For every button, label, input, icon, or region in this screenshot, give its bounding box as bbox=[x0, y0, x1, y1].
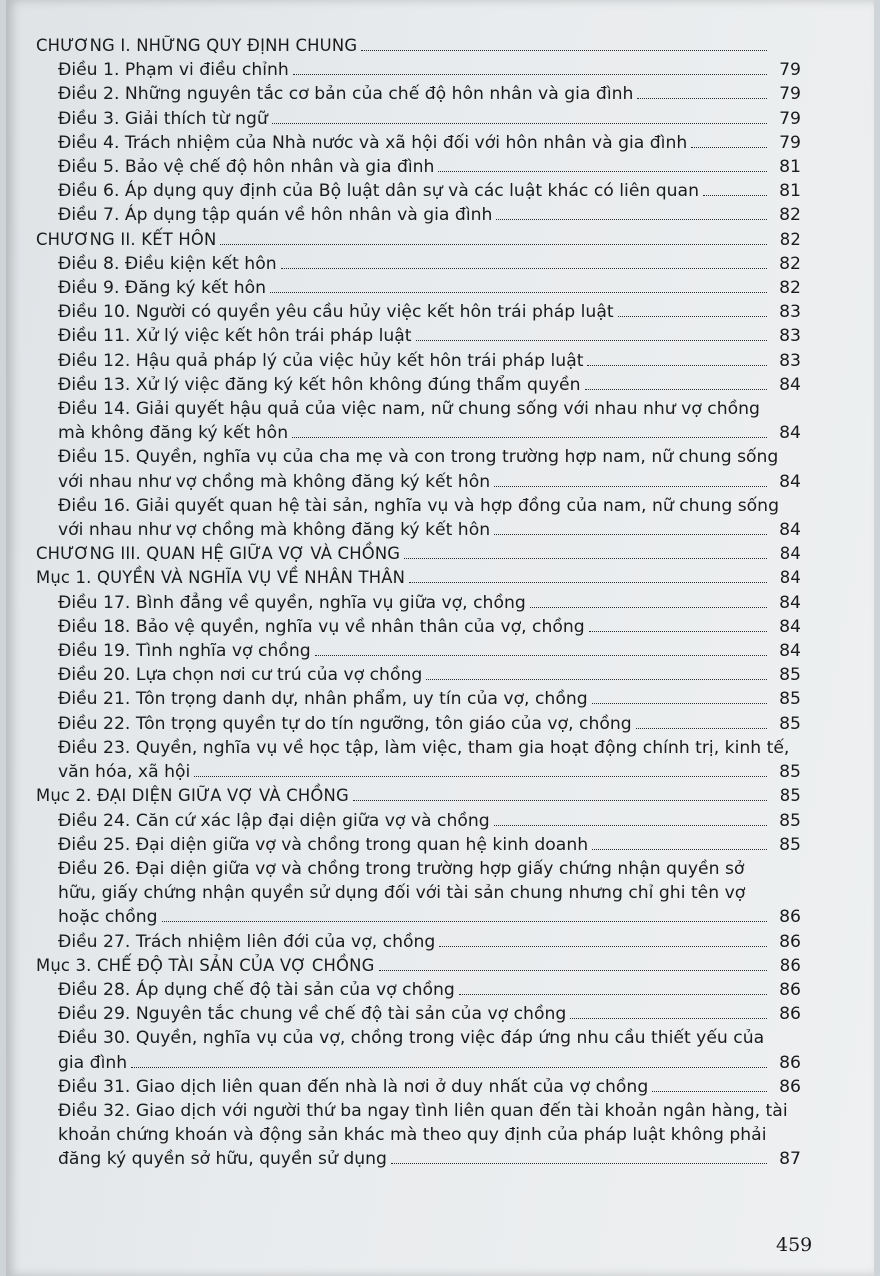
toc-page-number: 84 bbox=[779, 520, 801, 541]
toc-page-number: 86 bbox=[779, 1076, 801, 1097]
toc-section-entry bbox=[36, 566, 801, 590]
toc-entry-text: Mục 2. ĐẠI DIỆN GIỮA VỢ VÀ CHỒNG bbox=[36, 786, 349, 806]
toc-page-number: 83 bbox=[779, 350, 801, 371]
toc-page-number: 85 bbox=[779, 713, 801, 734]
toc-entry-text: Điều 7. Áp dụng tập quán về hôn nhân và gia đình bbox=[58, 205, 493, 226]
dot-leader bbox=[636, 728, 767, 729]
toc-article-entry bbox=[36, 445, 801, 493]
toc-chapter-entry bbox=[36, 34, 801, 58]
toc-page-number: 84 bbox=[779, 374, 801, 395]
table-of-contents bbox=[36, 34, 801, 1172]
dot-leader bbox=[494, 486, 767, 487]
toc-page-number: 81 bbox=[779, 157, 801, 178]
toc-entry-text: Điều 29. Nguyên tắc chung về chế độ tài sản của vợ chồng bbox=[58, 1004, 567, 1025]
toc-entry-text: Điều 2. Những nguyên tắc cơ bản của chế độ hôn nhân và gia đình bbox=[58, 84, 634, 105]
toc-entry-text: Điều 9. Đăng ký kết hôn bbox=[58, 278, 267, 299]
toc-article-entry bbox=[36, 300, 801, 324]
dot-leader bbox=[293, 74, 767, 75]
dot-leader bbox=[194, 776, 767, 777]
dot-leader bbox=[391, 1163, 767, 1164]
dot-leader bbox=[587, 365, 767, 366]
toc-article-entry bbox=[36, 82, 801, 106]
toc-entry-text: Điều 25. Đại diện giữa vợ và chồng trong quan hệ kinh doanh bbox=[58, 834, 589, 855]
toc-entry-text: Điều 13. Xử lý việc đăng ký kết hôn không đúng thẩm quyền bbox=[58, 374, 581, 395]
toc-entry-text: Điều 19. Tình nghĩa vợ chồng bbox=[58, 641, 311, 662]
toc-chapter-entry bbox=[36, 542, 801, 566]
toc-entry-text: CHƯƠNG II. KẾT HÔN bbox=[36, 229, 217, 249]
toc-page-number: 84 bbox=[779, 471, 801, 492]
toc-article-entry bbox=[36, 252, 801, 276]
toc-article-entry bbox=[36, 494, 801, 542]
toc-article-entry bbox=[36, 930, 801, 954]
dot-leader bbox=[416, 340, 767, 341]
dot-leader bbox=[592, 849, 767, 850]
toc-page-number: 79 bbox=[779, 108, 801, 129]
toc-entry-text: gia đình bbox=[58, 1052, 128, 1073]
dot-leader bbox=[438, 171, 767, 172]
toc-entry-text: đăng ký quyền sở hữu, quyền sử dụng bbox=[58, 1149, 387, 1170]
toc-page-number: 85 bbox=[779, 665, 801, 686]
toc-entry-text: Điều 22. Tôn trọng quyền tự do tín ngưỡng, tôn giáo của vợ, chồng bbox=[58, 713, 632, 734]
toc-entry-text: khoản chứng khoán và động sản khác mà theo quy định của pháp luật không phải bbox=[58, 1125, 767, 1146]
toc-page-number: 79 bbox=[779, 60, 801, 81]
toc-article-entry bbox=[36, 736, 801, 784]
toc-page-number: 82 bbox=[779, 278, 801, 299]
toc-page-number: 79 bbox=[779, 84, 801, 105]
toc-entry-text: Điều 23. Quyền, nghĩa vụ về học tập, làm việc, tham gia hoạt động chính trị, kinh tế, bbox=[58, 737, 790, 758]
toc-entry-text: Điều 17. Bình đẳng về quyền, nghĩa vụ giữa vợ, chồng bbox=[58, 592, 526, 613]
dot-leader bbox=[315, 655, 767, 656]
toc-entry-text: Mục 3. CHẾ ĐỘ TÀI SẢN CỦA VỢ CHỒNG bbox=[36, 955, 375, 975]
toc-article-entry bbox=[36, 1026, 801, 1074]
toc-entry-text: Điều 30. Quyền, nghĩa vụ của vợ, chồng trong việc đáp ứng nhu cầu thiết yếu của bbox=[58, 1028, 765, 1049]
dot-leader bbox=[361, 50, 767, 51]
toc-article-entry bbox=[36, 615, 801, 639]
toc-page-number: 86 bbox=[779, 1004, 801, 1025]
toc-entry-text: Điều 11. Xử lý việc kết hôn trái pháp luật bbox=[58, 326, 412, 347]
toc-page-number: 85 bbox=[779, 689, 801, 710]
dot-leader bbox=[379, 970, 767, 971]
toc-entry-text: Điều 31. Giao dịch liên quan đến nhà là nơi ở duy nhất của vợ chồng bbox=[58, 1076, 649, 1097]
toc-page-number: 84 bbox=[779, 616, 801, 637]
toc-entry-text: Điều 6. Áp dụng quy định của Bộ luật dân sự và các luật khác có liên quan bbox=[58, 181, 699, 202]
dot-leader bbox=[589, 631, 767, 632]
toc-page-number: 86 bbox=[779, 1052, 801, 1073]
toc-entry-text: Điều 28. Áp dụng chế độ tài sản của vợ chồng bbox=[58, 979, 455, 1000]
toc-article-entry bbox=[36, 663, 801, 687]
dot-leader bbox=[439, 946, 767, 947]
toc-page-number: 82 bbox=[779, 253, 801, 274]
toc-entry-text: Điều 14. Giải quyết hậu quả của việc nam, nữ chung sống với nhau như vợ chồng bbox=[58, 399, 760, 420]
toc-page-number: 82 bbox=[779, 205, 801, 226]
toc-page-number: 86 bbox=[779, 955, 801, 975]
dot-leader bbox=[703, 195, 767, 196]
toc-page-number: 83 bbox=[779, 326, 801, 347]
toc-page-number: 83 bbox=[779, 302, 801, 323]
toc-entry-text: Mục 1. QUYỀN VÀ NGHĨA VỤ VỀ NHÂN THÂN bbox=[36, 568, 406, 588]
dot-leader bbox=[637, 98, 767, 99]
toc-entry-text: Điều 16. Giải quyết quan hệ tài sản, nghĩa vụ và hợp đồng của nam, nữ chung sống bbox=[58, 495, 779, 516]
toc-page-number: 81 bbox=[779, 181, 801, 202]
dot-leader bbox=[426, 679, 767, 680]
dot-leader bbox=[220, 244, 767, 245]
dot-leader bbox=[270, 292, 767, 293]
toc-article-entry bbox=[36, 857, 801, 930]
toc-entry-text: Điều 27. Trách nhiệm liên đới của vợ, chồng bbox=[58, 931, 436, 952]
toc-entry-text: Điều 12. Hậu quả pháp lý của việc hủy kết hôn trái pháp luật bbox=[58, 350, 584, 371]
toc-article-entry bbox=[36, 58, 801, 82]
toc-entry-text: với nhau như vợ chồng mà không đăng ký kết hôn bbox=[58, 471, 491, 492]
toc-page-number: 85 bbox=[779, 834, 801, 855]
dot-leader bbox=[292, 437, 767, 438]
toc-page-number: 84 bbox=[779, 568, 801, 588]
toc-entry-text: hoặc chồng bbox=[58, 907, 158, 928]
dot-leader bbox=[494, 534, 767, 535]
toc-article-entry bbox=[36, 203, 801, 227]
dot-leader bbox=[496, 219, 767, 220]
dot-leader bbox=[592, 703, 767, 704]
toc-article-entry bbox=[36, 179, 801, 203]
toc-page-number: 84 bbox=[779, 423, 801, 444]
toc-entry-text: CHƯƠNG I. NHỮNG QUY ĐỊNH CHUNG bbox=[36, 36, 358, 55]
dot-leader bbox=[409, 582, 767, 583]
toc-section-entry bbox=[36, 954, 801, 978]
page-number: 459 bbox=[776, 1234, 813, 1256]
toc-article-entry bbox=[36, 324, 801, 348]
toc-entry-text: với nhau như vợ chồng mà không đăng ký kết hôn bbox=[58, 520, 491, 541]
toc-article-entry bbox=[36, 1099, 801, 1172]
toc-page-number: 84 bbox=[779, 544, 801, 564]
toc-entry-text: hữu, giấy chứng nhận quyền sử dụng đối với tài sản chung nhưng chỉ ghi tên vợ bbox=[58, 883, 746, 904]
toc-page-number: 79 bbox=[779, 132, 801, 153]
dot-leader bbox=[272, 123, 767, 124]
toc-entry-text: Điều 15. Quyền, nghĩa vụ của cha mẹ và con trong trường hợp nam, nữ chung sống bbox=[58, 447, 779, 468]
dot-leader bbox=[459, 994, 767, 995]
toc-article-entry bbox=[36, 131, 801, 155]
dot-leader bbox=[652, 1091, 767, 1092]
dot-leader bbox=[618, 316, 767, 317]
toc-article-entry bbox=[36, 1075, 801, 1099]
book-page bbox=[6, 0, 874, 1276]
toc-page-number: 85 bbox=[779, 786, 801, 806]
toc-chapter-entry bbox=[36, 228, 801, 252]
toc-article-entry bbox=[36, 639, 801, 663]
toc-section-entry bbox=[36, 784, 801, 808]
dot-leader bbox=[585, 389, 768, 390]
toc-article-entry bbox=[36, 155, 801, 179]
toc-entry-text: CHƯƠNG III. QUAN HỆ GIỮA VỢ VÀ CHỒNG bbox=[36, 544, 401, 564]
toc-entry-text: Điều 5. Bảo vệ chế độ hôn nhân và gia đình bbox=[58, 157, 435, 178]
toc-article-entry bbox=[36, 276, 801, 300]
toc-entry-text: Điều 21. Tôn trọng danh dự, nhân phẩm, uy tín của vợ, chồng bbox=[58, 689, 588, 710]
toc-entry-text: Điều 18. Bảo vệ quyền, nghĩa vụ về nhân thân của vợ, chồng bbox=[58, 616, 585, 637]
toc-entry-text: Điều 20. Lựa chọn nơi cư trú của vợ chồng bbox=[58, 665, 423, 686]
toc-page-number: 82 bbox=[779, 229, 801, 249]
toc-article-entry bbox=[36, 397, 801, 445]
toc-page-number: 87 bbox=[779, 1149, 801, 1170]
dot-leader bbox=[131, 1067, 767, 1068]
toc-entry-text: Điều 4. Trách nhiệm của Nhà nước và xã hội đối với hôn nhân và gia đình bbox=[58, 132, 688, 153]
toc-entry-text: mà không đăng ký kết hôn bbox=[58, 423, 289, 444]
toc-article-entry bbox=[36, 591, 801, 615]
toc-article-entry bbox=[36, 349, 801, 373]
toc-page-number: 84 bbox=[779, 641, 801, 662]
dot-leader bbox=[530, 607, 767, 608]
toc-article-entry bbox=[36, 978, 801, 1002]
toc-page-number: 86 bbox=[779, 907, 801, 928]
toc-entry-text: Điều 8. Điều kiện kết hôn bbox=[58, 253, 277, 274]
toc-article-entry bbox=[36, 712, 801, 736]
dot-leader bbox=[570, 1018, 767, 1019]
toc-article-entry bbox=[36, 107, 801, 131]
dot-leader bbox=[404, 558, 767, 559]
toc-page-number: 84 bbox=[779, 592, 801, 613]
dot-leader bbox=[162, 921, 767, 922]
toc-entry-text: Điều 1. Phạm vi điều chỉnh bbox=[58, 60, 289, 81]
toc-entry-text: văn hóa, xã hội bbox=[58, 762, 191, 783]
toc-entry-text: Điều 24. Căn cứ xác lập đại diện giữa vợ và chồng bbox=[58, 810, 490, 831]
toc-page-number: 86 bbox=[779, 979, 801, 1000]
toc-entry-text: Điều 10. Người có quyền yêu cầu hủy việc kết hôn trái pháp luật bbox=[58, 302, 614, 323]
toc-entry-text: Điều 32. Giao dịch với người thứ ba ngay tình liên quan đến tài khoản ngân hàng, tài bbox=[58, 1100, 788, 1121]
toc-entry-text: Điều 3. Giải thích từ ngữ bbox=[58, 108, 268, 129]
toc-article-entry bbox=[36, 1002, 801, 1026]
dot-leader bbox=[494, 825, 767, 826]
dot-leader bbox=[281, 268, 767, 269]
toc-article-entry bbox=[36, 373, 801, 397]
dot-leader bbox=[691, 147, 767, 148]
toc-page-number: 85 bbox=[779, 810, 801, 831]
toc-article-entry bbox=[36, 687, 801, 711]
toc-article-entry bbox=[36, 809, 801, 833]
toc-entry-text: Điều 26. Đại diện giữa vợ và chồng trong trường hợp giấy chứng nhận quyền sở bbox=[58, 858, 745, 879]
toc-page-number: 85 bbox=[779, 762, 801, 783]
toc-page-number: 86 bbox=[779, 931, 801, 952]
dot-leader bbox=[353, 800, 767, 801]
toc-article-entry bbox=[36, 833, 801, 857]
